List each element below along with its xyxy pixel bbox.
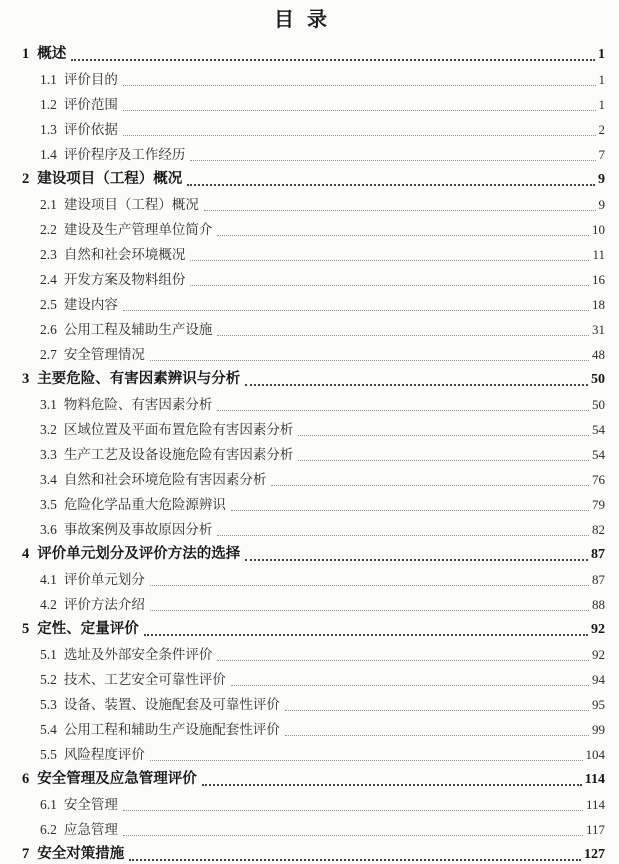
toc-entry-label: 设备、装置、设施配套及可靠性评价 bbox=[63, 697, 280, 712]
toc-leader-dots bbox=[245, 384, 588, 386]
toc-row bbox=[0, 615, 605, 640]
toc-row bbox=[0, 315, 605, 340]
toc-entry-label: 评价程序及工作经历 bbox=[63, 147, 186, 162]
toc-entry-label: 安全管理情况 bbox=[63, 347, 145, 362]
toc-row bbox=[0, 540, 605, 565]
toc-entry-page: 92 bbox=[592, 647, 605, 662]
toc-entry-page: 82 bbox=[592, 522, 605, 537]
toc-leader-dots bbox=[123, 110, 596, 111]
toc-entry-page: 9 bbox=[598, 172, 605, 187]
toc-leader-dots bbox=[123, 810, 583, 811]
toc-row bbox=[0, 165, 605, 190]
toc-entry-number: 1 bbox=[22, 46, 30, 62]
toc-entry-label: 建设内容 bbox=[63, 297, 118, 312]
toc-leader-dots bbox=[231, 685, 589, 686]
toc-entry-page: 117 bbox=[585, 822, 605, 837]
toc-entry-label: 选址及外部安全条件评价 bbox=[63, 647, 213, 662]
toc-entry-label: 危险化学品重大危险源辨识 bbox=[63, 497, 226, 512]
toc-row bbox=[0, 65, 605, 90]
toc-entry-label: 评价方法介绍 bbox=[63, 597, 145, 612]
toc-entry-number: 2.7 bbox=[40, 347, 57, 362]
toc-entry-page: 54 bbox=[592, 447, 605, 462]
toc-entry-number: 3.6 bbox=[40, 522, 57, 537]
toc-row bbox=[0, 515, 605, 540]
toc-entry-number: 2.3 bbox=[40, 247, 57, 262]
toc-entry-number: 6.2 bbox=[40, 822, 57, 837]
toc-leader-dots bbox=[190, 260, 589, 261]
toc-leader-dots bbox=[129, 859, 581, 861]
toc-entry-page: 2 bbox=[598, 122, 605, 137]
toc-entry-label: 应急管理 bbox=[63, 822, 118, 837]
toc-leader-dots bbox=[298, 435, 589, 436]
toc-row bbox=[0, 640, 605, 665]
toc-row bbox=[0, 415, 605, 440]
toc-leader-dots bbox=[123, 835, 583, 836]
toc-leader-dots bbox=[144, 634, 588, 636]
toc-entry-number: 2.4 bbox=[40, 272, 57, 287]
toc-row bbox=[0, 690, 605, 715]
toc-entry-page: 76 bbox=[592, 472, 605, 487]
toc-entry-number: 6.1 bbox=[40, 797, 57, 812]
toc-entry-page: 127 bbox=[584, 847, 605, 862]
toc-entry-page: 114 bbox=[585, 797, 605, 812]
toc-leader-dots bbox=[190, 160, 595, 161]
toc-entry-label: 开发方案及物料组份 bbox=[63, 272, 186, 287]
toc-leader-dots bbox=[217, 235, 589, 236]
toc-entry-number: 5.4 bbox=[40, 722, 57, 737]
toc-entry-number: 1.4 bbox=[40, 147, 57, 162]
toc-leader-dots bbox=[204, 210, 596, 211]
toc-entry-label: 建设项目（工程）概况 bbox=[37, 171, 183, 187]
toc-entry-number: 3.1 bbox=[40, 397, 57, 412]
toc-entry-number: 2.5 bbox=[40, 297, 57, 312]
toc-row bbox=[0, 290, 605, 315]
toc-entry-label: 自然和社会环境概况 bbox=[63, 247, 186, 262]
toc-leader-dots bbox=[71, 59, 595, 61]
toc-leader-dots bbox=[298, 460, 589, 461]
toc-leader-dots bbox=[217, 660, 589, 661]
toc-entry-number: 1.1 bbox=[40, 72, 57, 87]
toc-entry-label: 评价依据 bbox=[63, 122, 118, 137]
toc-row bbox=[0, 715, 605, 740]
toc-entry-label: 安全管理 bbox=[63, 797, 118, 812]
toc-entry-number: 4.2 bbox=[40, 597, 57, 612]
toc-entry-label: 评价单元划分及评价方法的选择 bbox=[37, 546, 241, 562]
toc-entry-number: 3.4 bbox=[40, 472, 57, 487]
toc-entry-page: 50 bbox=[592, 397, 605, 412]
toc-entry-page: 48 bbox=[592, 347, 605, 362]
toc-entry-page: 1 bbox=[598, 72, 605, 87]
toc-entry-page: 1 bbox=[598, 97, 605, 112]
toc-leader-dots bbox=[202, 784, 582, 786]
toc-leader-dots bbox=[231, 510, 589, 511]
toc-entry-page: 94 bbox=[592, 672, 605, 687]
toc-row bbox=[0, 665, 605, 690]
toc-entry-number: 3.2 bbox=[40, 422, 57, 437]
toc-entry-number: 5.3 bbox=[40, 697, 57, 712]
toc-leader-dots bbox=[150, 610, 589, 611]
toc-row bbox=[0, 365, 605, 390]
toc-leader-dots bbox=[285, 735, 589, 736]
toc-entry-label: 安全对策措施 bbox=[37, 846, 125, 862]
toc-row bbox=[0, 240, 605, 265]
toc-row bbox=[0, 390, 605, 415]
toc-entry-number: 5.2 bbox=[40, 672, 57, 687]
toc-row bbox=[0, 190, 605, 215]
toc-entry-page: 114 bbox=[584, 772, 605, 787]
toc-entry-page: 1 bbox=[598, 47, 605, 62]
toc-row bbox=[0, 465, 605, 490]
toc-entry-number: 2 bbox=[22, 171, 30, 187]
toc-entry-page: 18 bbox=[592, 297, 605, 312]
toc-row bbox=[0, 440, 605, 465]
toc-entry-page: 11 bbox=[592, 247, 605, 262]
toc-entry-label: 物料危险、有害因素分析 bbox=[63, 397, 213, 412]
toc-entry-label: 事故案例及事故原因分析 bbox=[63, 522, 213, 537]
toc-entry-label: 主要危险、有害因素辨识与分析 bbox=[37, 371, 241, 387]
toc-leader-dots bbox=[123, 135, 596, 136]
toc-entry-number: 2.6 bbox=[40, 322, 57, 337]
toc-entry-label: 定性、定量评价 bbox=[37, 621, 139, 637]
toc-row bbox=[0, 565, 605, 590]
toc-row bbox=[0, 215, 605, 240]
toc-entry-page: 7 bbox=[598, 147, 605, 162]
toc-leader-dots bbox=[217, 535, 589, 536]
toc-row bbox=[0, 590, 605, 615]
toc-leader-dots bbox=[217, 335, 589, 336]
toc-entry-number: 3 bbox=[22, 371, 30, 387]
toc-entry-page: 10 bbox=[592, 222, 605, 237]
toc-leader-dots bbox=[123, 310, 589, 311]
toc-entry-number: 1.2 bbox=[40, 97, 57, 112]
toc-entry-page: 95 bbox=[592, 697, 605, 712]
toc-entry-label: 安全管理及应急管理评价 bbox=[37, 771, 197, 787]
toc-leader-dots bbox=[271, 485, 589, 486]
toc-list bbox=[0, 40, 605, 864]
toc-entry-label: 自然和社会环境危险有害因素分析 bbox=[63, 472, 267, 487]
toc-row bbox=[0, 265, 605, 290]
toc-entry-page: 9 bbox=[598, 197, 605, 212]
toc-leader-dots bbox=[150, 760, 583, 761]
toc-leader-dots bbox=[123, 85, 596, 86]
toc-entry-number: 5.1 bbox=[40, 647, 57, 662]
toc-row bbox=[0, 765, 605, 790]
toc-row bbox=[0, 340, 605, 365]
toc-entry-label: 概述 bbox=[37, 46, 67, 62]
toc-entry-page: 104 bbox=[585, 747, 605, 762]
toc-entry-label: 公用工程及辅助生产设施 bbox=[63, 322, 213, 337]
toc-row bbox=[0, 790, 605, 815]
toc-row bbox=[0, 90, 605, 115]
toc-leader-dots bbox=[150, 360, 589, 361]
toc-row bbox=[0, 115, 605, 140]
toc-entry-number: 3.5 bbox=[40, 497, 57, 512]
toc-entry-page: 87 bbox=[591, 547, 605, 562]
toc-entry-label: 评价范围 bbox=[63, 97, 118, 112]
toc-leader-dots bbox=[187, 184, 595, 186]
toc-entry-page: 31 bbox=[592, 322, 605, 337]
toc-leader-dots bbox=[285, 710, 589, 711]
toc-row bbox=[0, 40, 605, 65]
toc-leader-dots bbox=[150, 585, 589, 586]
toc-entry-label: 建设及生产管理单位简介 bbox=[63, 222, 213, 237]
toc-entry-page: 16 bbox=[592, 272, 605, 287]
toc-entry-label: 建设项目（工程）概况 bbox=[63, 197, 199, 212]
toc-entry-label: 公用工程和辅助生产设施配套性评价 bbox=[63, 722, 280, 737]
toc-leader-dots bbox=[190, 285, 589, 286]
toc-entry-page: 88 bbox=[592, 597, 605, 612]
toc-entry-label: 技术、工艺安全可靠性评价 bbox=[63, 672, 226, 687]
toc-entry-number: 7 bbox=[22, 846, 30, 862]
toc-entry-number: 4.1 bbox=[40, 572, 57, 587]
toc-entry-number: 2.1 bbox=[40, 197, 57, 212]
toc-row bbox=[0, 740, 605, 765]
toc-entry-number: 1.3 bbox=[40, 122, 57, 137]
toc-row bbox=[0, 815, 605, 840]
toc-leader-dots bbox=[245, 559, 588, 561]
toc-entry-label: 生产工艺及设备设施危险有害因素分析 bbox=[63, 447, 294, 462]
toc-entry-page: 87 bbox=[592, 572, 605, 587]
toc-entry-number: 6 bbox=[22, 771, 30, 787]
toc-entry-page: 50 bbox=[591, 372, 605, 387]
toc-entry-label: 评价单元划分 bbox=[63, 572, 145, 587]
toc-entry-label: 区域位置及平面布置危险有害因素分析 bbox=[63, 422, 294, 437]
toc-row bbox=[0, 490, 605, 515]
toc-row bbox=[0, 140, 605, 165]
toc-entry-number: 5.5 bbox=[40, 747, 57, 762]
toc-entry-page: 79 bbox=[592, 497, 605, 512]
toc-entry-number: 5 bbox=[22, 621, 30, 637]
toc-row bbox=[0, 840, 605, 864]
toc-leader-dots bbox=[217, 410, 589, 411]
toc-entry-page: 99 bbox=[592, 722, 605, 737]
toc-entry-page: 54 bbox=[592, 422, 605, 437]
toc-entry-page: 92 bbox=[591, 622, 605, 637]
toc-entry-label: 评价目的 bbox=[63, 72, 118, 87]
toc-entry-number: 3.3 bbox=[40, 447, 57, 462]
toc-entry-label: 风险程度评价 bbox=[63, 747, 145, 762]
toc-entry-number: 4 bbox=[22, 546, 30, 562]
page-title: 目 录 bbox=[274, 9, 331, 31]
toc-entry-number: 2.2 bbox=[40, 222, 57, 237]
